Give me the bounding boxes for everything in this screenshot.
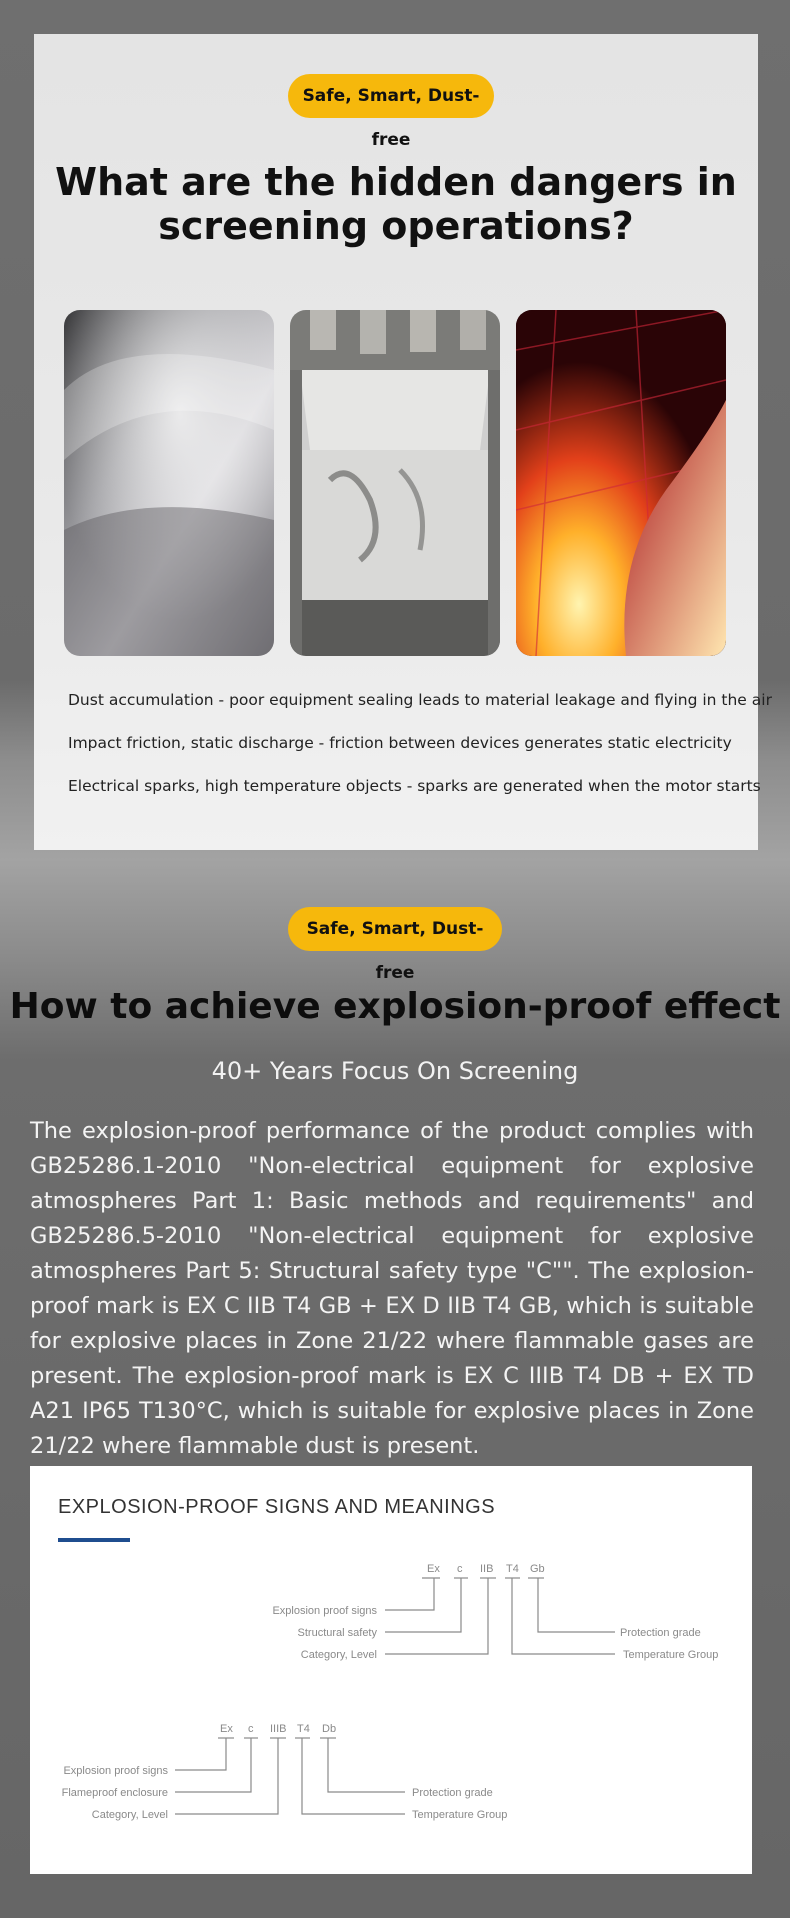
sign-label: Explosion proof signs [272,1605,377,1617]
explosion-proof-description: The explosion-proof performance of the product complies with GB25286.1-2010 "Non-electrical equipment for explosive atmospheres Part 1: Basic methods and requirements" and GB25286.5-2010 "Non-electrical equipment for explosive atmospheres Part 5: Structural safety type "C"". The explosion-proof mark is EX C IIB T4 GB + EX D IIB T4 GB, which is suitable for explosive places in Zone 21/22 where flammable gases are present. The explosion-proof mark is EX C IIIB T4 DB + EX TD A21 IP65 T130°C, which is suitable for explosive places in Zone 21/22 where flammable dust is present. [30,1118,754,1459]
sign-code: c [457,1563,463,1575]
danger-item: Electrical sparks, high temperature objects - sparks are generated when the motor starts [68,777,761,795]
sign-code: Ex [427,1563,440,1575]
sign-code: IIIB [270,1723,287,1735]
signs-title: EXPLOSION-PROOF SIGNS AND MEANINGS [58,1496,496,1518]
sign-code: Db [322,1723,337,1735]
explosion-proof-subtitle: 40+ Years Focus On Screening [211,1057,579,1085]
hidden-dangers-title [34,160,758,248]
sign-code: T4 [297,1723,310,1735]
danger-item: Impact friction, static discharge - friction between devices generates static electricity [68,734,732,752]
signs-diagram [30,1466,752,1874]
fire-sparks-photo [516,310,726,656]
sign-label: Category, Level [91,1809,168,1821]
sign-label: Protection grade [412,1787,493,1799]
sign-code: IIB [480,1563,494,1575]
sign-label: Temperature Group [412,1809,508,1821]
dust-cloud-photo [64,310,274,656]
sign-label: Structural safety [297,1627,377,1639]
sign-label: Explosion proof signs [63,1765,168,1777]
section-badge: Safe, Smart, Dust-free [288,74,494,118]
sign-code: Gb [530,1563,545,1575]
explosion-proof-title: How to achieve explosion-proof effect [9,986,781,1027]
dusty-equipment-photo [290,310,500,656]
sign-label: Category, Level [300,1649,377,1661]
sign-label: Temperature Group [623,1649,719,1661]
sign-code: Ex [220,1723,233,1735]
title-line-1: What are the hidden dangers in [55,160,737,204]
hidden-dangers-card [34,34,772,850]
sign-code: c [248,1723,254,1735]
sign-code: T4 [506,1563,519,1575]
sign-label: Flameproof enclosure [61,1787,168,1799]
section-badge: Safe, Smart, Dust-free [288,907,502,951]
sign-label: Protection grade [620,1627,701,1639]
signs-meanings-card [30,1466,752,1874]
title-line-2: screening operations? [158,204,634,248]
danger-item: Dust accumulation - poor equipment sealing leads to material leakage and flying in the air [68,691,772,709]
